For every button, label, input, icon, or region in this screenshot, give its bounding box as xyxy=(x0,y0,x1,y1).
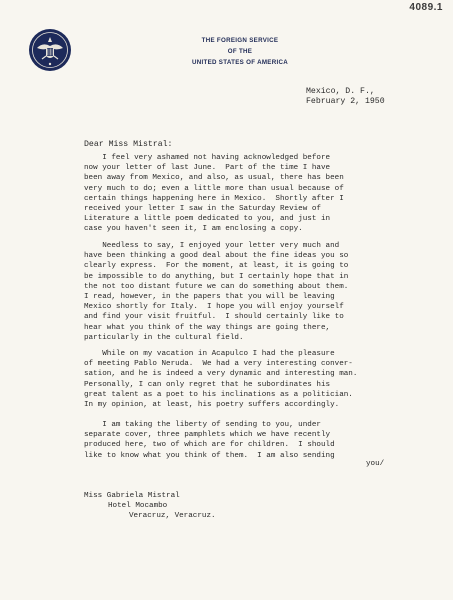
text-line: separate cover, three pamphlets which we have recently xyxy=(84,431,331,440)
great-seal-icon xyxy=(28,28,72,72)
text-line: clearly express. For the moment, at least, it is going to xyxy=(84,262,349,271)
text-line: case you haven't seen it, I am enclosing a copy. xyxy=(84,225,303,234)
text-line: certain things happening here in Mexico. Shortly after I xyxy=(84,194,344,203)
text-line: particularly in the cultural field. xyxy=(84,333,244,342)
text-line: hear what you think of the way things are going there, xyxy=(84,323,331,332)
place-date-block xyxy=(306,87,385,107)
text-line: Literature a little poem dedicated to you, and just in xyxy=(84,215,331,224)
archive-number: 4089.1 xyxy=(409,2,443,13)
text-line: like to know what you think of them. I am also sending xyxy=(84,451,335,460)
text-line: Mexico shortly for Italy. I hope you will enjoy yourself xyxy=(84,303,344,312)
letterhead-line-1: THE FOREIGN SERVICE xyxy=(201,37,279,44)
text-line: I read, however, in the papers that you will be leaving xyxy=(84,293,335,302)
text-line: the not too distant future we can do something about them. xyxy=(84,282,349,291)
text-line: have been thinking a good deal about the fine ideas you so xyxy=(84,252,349,261)
letterhead-line-3: UNITED STATES OF AMERICA xyxy=(191,59,289,66)
text-line: While on my vacation in Acapulco I had the pleasure xyxy=(84,350,335,358)
text-line: Personally, I can only regret that he subordinates his xyxy=(84,380,331,389)
recipient-hotel: Hotel Mocambo xyxy=(108,502,168,511)
text-line: of meeting Pablo Neruda. We had a very interesting conver- xyxy=(84,360,353,369)
text-line: be impossible to do anything, but I certainly hope that in xyxy=(84,272,349,281)
recipient-address xyxy=(84,491,216,522)
paragraph-3 xyxy=(84,349,444,410)
letterhead xyxy=(160,35,320,68)
letterhead-line-2: OF THE xyxy=(227,48,253,55)
date: February 2, 1950 xyxy=(306,97,385,106)
recipient-name: Miss Gabriela Mistral xyxy=(84,492,180,500)
text-line: I am taking the liberty of sending to you, under xyxy=(84,421,321,429)
text-line: very much to do; even a little more than usual because of xyxy=(84,184,344,193)
recipient-city: Veracruz, Veracruz. xyxy=(129,512,216,521)
text-line: great talent as a poet to his inclinations as a politician. xyxy=(84,390,353,399)
text-line: now your letter of last June. Part of the time I have xyxy=(84,164,331,173)
text-line: been away from Mexico, and also, as usual, there has been xyxy=(84,174,344,183)
paragraph-4 xyxy=(84,420,444,461)
text-line: In my opinion, at least, his poetry suffers accordingly. xyxy=(84,401,340,410)
text-line: and find your visit fruitful. I should certainly like to xyxy=(84,313,344,322)
text-line: Needless to say, I enjoyed your letter very much and xyxy=(84,242,340,250)
paragraph-1 xyxy=(84,153,444,235)
place: Mexico, D. F., xyxy=(306,87,375,96)
salutation: Dear Miss Mistral: xyxy=(84,140,173,149)
continuation-marker: you/ xyxy=(366,460,385,468)
text-line: received your letter I saw in the Saturday Review of xyxy=(84,205,321,214)
text-line: produced here, two of which are for children. I should xyxy=(84,441,335,450)
text-line: sation, and he is indeed a very dynamic and interesting man. xyxy=(84,370,358,379)
paragraph-2 xyxy=(84,241,444,343)
text-line: I feel very ashamed not having acknowledged before xyxy=(84,154,331,162)
